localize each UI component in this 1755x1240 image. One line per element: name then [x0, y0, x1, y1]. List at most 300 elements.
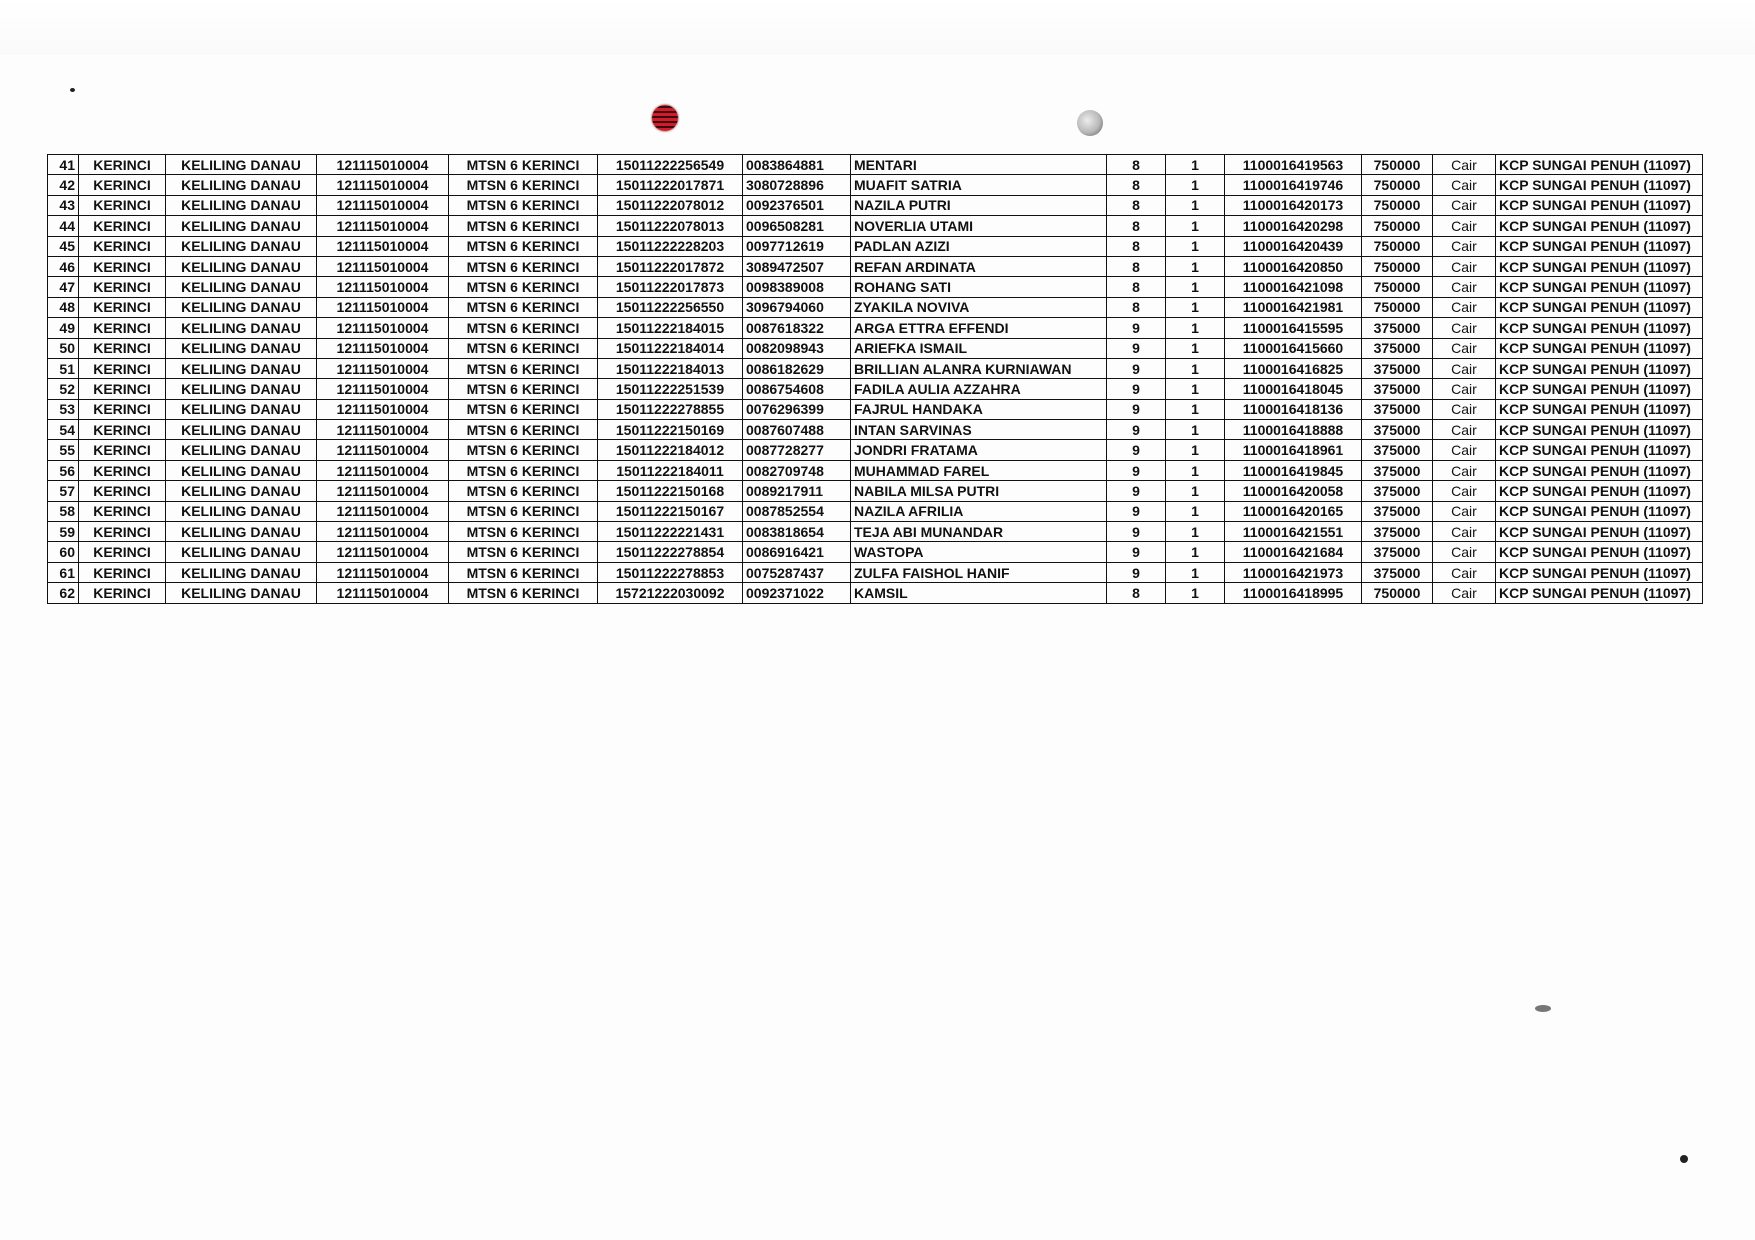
- cell-school: MTSN 6 KERINCI: [449, 195, 598, 215]
- cell-student-name: FAJRUL HANDAKA: [851, 399, 1107, 419]
- cell-kecamatan: KELILING DANAU: [166, 501, 317, 521]
- cell-stage: 1: [1166, 379, 1225, 399]
- cell-account-number: 1100016420173: [1225, 195, 1362, 215]
- cell-nisn: 0087852554: [743, 501, 851, 521]
- row-number: 57: [48, 481, 79, 501]
- row-number: 51: [48, 358, 79, 378]
- cell-account-number: 1100016418995: [1225, 583, 1362, 603]
- recipient-table-body: [48, 155, 1703, 604]
- cell-grade: 9: [1107, 440, 1166, 460]
- cell-npsn: 121115010004: [317, 175, 449, 195]
- cell-nisn: 0089217911: [743, 481, 851, 501]
- row-number: 52: [48, 379, 79, 399]
- cell-status: Cair: [1433, 256, 1496, 276]
- cell-account-number: 1100016418961: [1225, 440, 1362, 460]
- cell-npsn: 121115010004: [317, 399, 449, 419]
- cell-kecamatan: KELILING DANAU: [166, 216, 317, 236]
- cell-grade: 8: [1107, 277, 1166, 297]
- cell-status: Cair: [1433, 501, 1496, 521]
- cell-nisn: 0082709748: [743, 460, 851, 480]
- cell-grade: 8: [1107, 236, 1166, 256]
- cell-student-name: ARGA ETTRA EFFENDI: [851, 318, 1107, 338]
- cell-school: MTSN 6 KERINCI: [449, 175, 598, 195]
- cell-account-number: 1100016415660: [1225, 338, 1362, 358]
- cell-kecamatan: KELILING DANAU: [166, 358, 317, 378]
- punch-hole-right: [1077, 110, 1103, 136]
- cell-nik: 15011222278853: [598, 562, 743, 582]
- cell-grade: 8: [1107, 195, 1166, 215]
- row-number: 53: [48, 399, 79, 419]
- cell-student-name: NAZILA PUTRI: [851, 195, 1107, 215]
- cell-stage: 1: [1166, 420, 1225, 440]
- cell-kabupaten: KERINCI: [79, 542, 166, 562]
- cell-nisn: 0082098943: [743, 338, 851, 358]
- cell-bank-branch: KCP SUNGAI PENUH (11097): [1496, 175, 1703, 195]
- cell-kecamatan: KELILING DANAU: [166, 379, 317, 399]
- cell-npsn: 121115010004: [317, 318, 449, 338]
- cell-amount: 375000: [1362, 562, 1433, 582]
- cell-student-name: PADLAN AZIZI: [851, 236, 1107, 256]
- cell-npsn: 121115010004: [317, 420, 449, 440]
- table-row: [48, 420, 1703, 440]
- cell-school: MTSN 6 KERINCI: [449, 236, 598, 256]
- cell-nik: 15011222184015: [598, 318, 743, 338]
- table-row: [48, 256, 1703, 276]
- cell-school: MTSN 6 KERINCI: [449, 379, 598, 399]
- cell-amount: 750000: [1362, 236, 1433, 256]
- cell-npsn: 121115010004: [317, 277, 449, 297]
- row-number: 44: [48, 216, 79, 236]
- cell-kecamatan: KELILING DANAU: [166, 522, 317, 542]
- cell-stage: 1: [1166, 297, 1225, 317]
- cell-bank-branch: KCP SUNGAI PENUH (11097): [1496, 297, 1703, 317]
- cell-nik: 15011222184011: [598, 460, 743, 480]
- cell-npsn: 121115010004: [317, 256, 449, 276]
- cell-status: Cair: [1433, 562, 1496, 582]
- cell-npsn: 121115010004: [317, 216, 449, 236]
- cell-amount: 375000: [1362, 379, 1433, 399]
- cell-nisn: 0086916421: [743, 542, 851, 562]
- cell-bank-branch: KCP SUNGAI PENUH (11097): [1496, 216, 1703, 236]
- cell-status: Cair: [1433, 318, 1496, 338]
- cell-account-number: 1100016421973: [1225, 562, 1362, 582]
- row-number: 47: [48, 277, 79, 297]
- cell-grade: 9: [1107, 562, 1166, 582]
- row-number: 48: [48, 297, 79, 317]
- cell-grade: 8: [1107, 155, 1166, 175]
- cell-kecamatan: KELILING DANAU: [166, 256, 317, 276]
- cell-npsn: 121115010004: [317, 155, 449, 175]
- cell-stage: 1: [1166, 277, 1225, 297]
- cell-school: MTSN 6 KERINCI: [449, 399, 598, 419]
- row-number: 49: [48, 318, 79, 338]
- cell-kecamatan: KELILING DANAU: [166, 542, 317, 562]
- cell-kecamatan: KELILING DANAU: [166, 481, 317, 501]
- cell-amount: 375000: [1362, 481, 1433, 501]
- cell-status: Cair: [1433, 399, 1496, 419]
- table-row: [48, 216, 1703, 236]
- table-row: [48, 583, 1703, 603]
- table-row: [48, 236, 1703, 256]
- cell-amount: 375000: [1362, 420, 1433, 440]
- cell-account-number: 1100016415595: [1225, 318, 1362, 338]
- cell-npsn: 121115010004: [317, 542, 449, 562]
- cell-status: Cair: [1433, 216, 1496, 236]
- cell-amount: 375000: [1362, 338, 1433, 358]
- cell-kecamatan: KELILING DANAU: [166, 236, 317, 256]
- table-row: [48, 195, 1703, 215]
- cell-grade: 9: [1107, 358, 1166, 378]
- cell-account-number: 1100016419746: [1225, 175, 1362, 195]
- cell-stage: 1: [1166, 460, 1225, 480]
- cell-kabupaten: KERINCI: [79, 562, 166, 582]
- cell-account-number: 1100016421981: [1225, 297, 1362, 317]
- cell-grade: 8: [1107, 216, 1166, 236]
- cell-amount: 750000: [1362, 175, 1433, 195]
- cell-nisn: 0096508281: [743, 216, 851, 236]
- cell-nisn: 0087607488: [743, 420, 851, 440]
- row-number: 56: [48, 460, 79, 480]
- row-number: 58: [48, 501, 79, 521]
- cell-student-name: FADILA AULIA AZZAHRA: [851, 379, 1107, 399]
- cell-nisn: 0076296399: [743, 399, 851, 419]
- cell-kecamatan: KELILING DANAU: [166, 460, 317, 480]
- cell-account-number: 1100016420165: [1225, 501, 1362, 521]
- cell-student-name: BRILLIAN ALANRA KURNIAWAN: [851, 358, 1107, 378]
- table-row: [48, 277, 1703, 297]
- cell-npsn: 121115010004: [317, 562, 449, 582]
- row-number: 62: [48, 583, 79, 603]
- cell-bank-branch: KCP SUNGAI PENUH (11097): [1496, 277, 1703, 297]
- cell-kecamatan: KELILING DANAU: [166, 338, 317, 358]
- cell-bank-branch: KCP SUNGAI PENUH (11097): [1496, 195, 1703, 215]
- scan-speck: [1680, 1155, 1688, 1163]
- cell-kecamatan: KELILING DANAU: [166, 277, 317, 297]
- cell-kabupaten: KERINCI: [79, 420, 166, 440]
- cell-nisn: 0092376501: [743, 195, 851, 215]
- cell-nisn: 3096794060: [743, 297, 851, 317]
- cell-nik: 15011222017871: [598, 175, 743, 195]
- cell-stage: 1: [1166, 338, 1225, 358]
- cell-kabupaten: KERINCI: [79, 318, 166, 338]
- cell-nisn: 0092371022: [743, 583, 851, 603]
- cell-school: MTSN 6 KERINCI: [449, 501, 598, 521]
- cell-school: MTSN 6 KERINCI: [449, 338, 598, 358]
- cell-school: MTSN 6 KERINCI: [449, 318, 598, 338]
- cell-npsn: 121115010004: [317, 379, 449, 399]
- cell-stage: 1: [1166, 195, 1225, 215]
- cell-status: Cair: [1433, 522, 1496, 542]
- cell-bank-branch: KCP SUNGAI PENUH (11097): [1496, 399, 1703, 419]
- cell-amount: 375000: [1362, 522, 1433, 542]
- row-number: 45: [48, 236, 79, 256]
- row-number: 43: [48, 195, 79, 215]
- cell-school: MTSN 6 KERINCI: [449, 440, 598, 460]
- cell-student-name: NAZILA AFRILIA: [851, 501, 1107, 521]
- table-row: [48, 501, 1703, 521]
- cell-student-name: INTAN SARVINAS: [851, 420, 1107, 440]
- cell-bank-branch: KCP SUNGAI PENUH (11097): [1496, 522, 1703, 542]
- cell-kecamatan: KELILING DANAU: [166, 175, 317, 195]
- cell-status: Cair: [1433, 358, 1496, 378]
- cell-npsn: 121115010004: [317, 481, 449, 501]
- cell-school: MTSN 6 KERINCI: [449, 277, 598, 297]
- cell-nik: 15011222278855: [598, 399, 743, 419]
- cell-bank-branch: KCP SUNGAI PENUH (11097): [1496, 460, 1703, 480]
- cell-nik: 15011222184012: [598, 440, 743, 460]
- cell-nisn: 3080728896: [743, 175, 851, 195]
- cell-status: Cair: [1433, 277, 1496, 297]
- cell-nisn: 0086182629: [743, 358, 851, 378]
- cell-grade: 9: [1107, 399, 1166, 419]
- cell-npsn: 121115010004: [317, 195, 449, 215]
- cell-school: MTSN 6 KERINCI: [449, 481, 598, 501]
- cell-student-name: NABILA MILSA PUTRI: [851, 481, 1107, 501]
- cell-kecamatan: KELILING DANAU: [166, 399, 317, 419]
- cell-school: MTSN 6 KERINCI: [449, 583, 598, 603]
- cell-status: Cair: [1433, 155, 1496, 175]
- cell-student-name: WASTOPA: [851, 542, 1107, 562]
- cell-kabupaten: KERINCI: [79, 195, 166, 215]
- cell-grade: 9: [1107, 522, 1166, 542]
- cell-nisn: 0087618322: [743, 318, 851, 338]
- cell-nik: 15011222150169: [598, 420, 743, 440]
- cell-bank-branch: KCP SUNGAI PENUH (11097): [1496, 481, 1703, 501]
- table-row: [48, 379, 1703, 399]
- cell-status: Cair: [1433, 481, 1496, 501]
- row-number: 59: [48, 522, 79, 542]
- cell-grade: 9: [1107, 460, 1166, 480]
- cell-school: MTSN 6 KERINCI: [449, 358, 598, 378]
- cell-amount: 375000: [1362, 501, 1433, 521]
- cell-amount: 375000: [1362, 399, 1433, 419]
- cell-npsn: 121115010004: [317, 338, 449, 358]
- cell-npsn: 121115010004: [317, 460, 449, 480]
- cell-kabupaten: KERINCI: [79, 297, 166, 317]
- cell-account-number: 1100016420298: [1225, 216, 1362, 236]
- cell-account-number: 1100016421684: [1225, 542, 1362, 562]
- cell-student-name: MENTARI: [851, 155, 1107, 175]
- cell-amount: 750000: [1362, 256, 1433, 276]
- cell-status: Cair: [1433, 460, 1496, 480]
- cell-stage: 1: [1166, 155, 1225, 175]
- cell-grade: 9: [1107, 501, 1166, 521]
- cell-student-name: REFAN ARDINATA: [851, 256, 1107, 276]
- cell-kabupaten: KERINCI: [79, 338, 166, 358]
- cell-grade: 8: [1107, 256, 1166, 276]
- cell-school: MTSN 6 KERINCI: [449, 297, 598, 317]
- cell-kabupaten: KERINCI: [79, 155, 166, 175]
- cell-kecamatan: KELILING DANAU: [166, 562, 317, 582]
- cell-stage: 1: [1166, 318, 1225, 338]
- cell-kabupaten: KERINCI: [79, 460, 166, 480]
- cell-kecamatan: KELILING DANAU: [166, 195, 317, 215]
- cell-status: Cair: [1433, 420, 1496, 440]
- scan-smudge: [1535, 1005, 1551, 1012]
- row-number: 55: [48, 440, 79, 460]
- cell-status: Cair: [1433, 542, 1496, 562]
- cell-kabupaten: KERINCI: [79, 277, 166, 297]
- cell-kabupaten: KERINCI: [79, 175, 166, 195]
- cell-school: MTSN 6 KERINCI: [449, 460, 598, 480]
- row-number: 46: [48, 256, 79, 276]
- punch-hole-left: [652, 105, 678, 131]
- cell-student-name: KAMSIL: [851, 583, 1107, 603]
- cell-amount: 750000: [1362, 583, 1433, 603]
- table-row: [48, 318, 1703, 338]
- table-row: [48, 338, 1703, 358]
- cell-school: MTSN 6 KERINCI: [449, 522, 598, 542]
- table-row: [48, 399, 1703, 419]
- cell-status: Cair: [1433, 338, 1496, 358]
- table-row: [48, 562, 1703, 582]
- cell-kecamatan: KELILING DANAU: [166, 318, 317, 338]
- cell-school: MTSN 6 KERINCI: [449, 256, 598, 276]
- table-row: [48, 358, 1703, 378]
- cell-npsn: 121115010004: [317, 440, 449, 460]
- cell-bank-branch: KCP SUNGAI PENUH (11097): [1496, 501, 1703, 521]
- cell-npsn: 121115010004: [317, 358, 449, 378]
- cell-kecamatan: KELILING DANAU: [166, 155, 317, 175]
- row-number: 54: [48, 420, 79, 440]
- cell-kabupaten: KERINCI: [79, 522, 166, 542]
- cell-kabupaten: KERINCI: [79, 358, 166, 378]
- cell-kecamatan: KELILING DANAU: [166, 297, 317, 317]
- cell-account-number: 1100016419563: [1225, 155, 1362, 175]
- table-row: [48, 481, 1703, 501]
- cell-student-name: JONDRI FRATAMA: [851, 440, 1107, 460]
- cell-nik: 15011222256549: [598, 155, 743, 175]
- cell-nisn: 0098389008: [743, 277, 851, 297]
- cell-amount: 375000: [1362, 318, 1433, 338]
- cell-stage: 1: [1166, 256, 1225, 276]
- cell-grade: 9: [1107, 338, 1166, 358]
- cell-npsn: 121115010004: [317, 522, 449, 542]
- cell-amount: 750000: [1362, 297, 1433, 317]
- cell-nisn: 0083818654: [743, 522, 851, 542]
- cell-stage: 1: [1166, 481, 1225, 501]
- cell-nik: 15011222184014: [598, 338, 743, 358]
- cell-nik: 15011222256550: [598, 297, 743, 317]
- cell-student-name: TEJA ABI MUNANDAR: [851, 522, 1107, 542]
- cell-school: MTSN 6 KERINCI: [449, 155, 598, 175]
- cell-kecamatan: KELILING DANAU: [166, 440, 317, 460]
- cell-stage: 1: [1166, 399, 1225, 419]
- cell-account-number: 1100016418888: [1225, 420, 1362, 440]
- cell-npsn: 121115010004: [317, 297, 449, 317]
- row-number: 41: [48, 155, 79, 175]
- cell-amount: 750000: [1362, 195, 1433, 215]
- cell-nisn: 0087728277: [743, 440, 851, 460]
- cell-nik: 15011222228203: [598, 236, 743, 256]
- cell-school: MTSN 6 KERINCI: [449, 216, 598, 236]
- cell-nik: 15011222221431: [598, 522, 743, 542]
- cell-kabupaten: KERINCI: [79, 256, 166, 276]
- cell-grade: 9: [1107, 420, 1166, 440]
- row-number: 60: [48, 542, 79, 562]
- cell-status: Cair: [1433, 379, 1496, 399]
- cell-student-name: NOVERLIA UTAMI: [851, 216, 1107, 236]
- cell-account-number: 1100016418045: [1225, 379, 1362, 399]
- cell-account-number: 1100016420850: [1225, 256, 1362, 276]
- cell-stage: 1: [1166, 562, 1225, 582]
- cell-account-number: 1100016420058: [1225, 481, 1362, 501]
- cell-student-name: MUAFIT SATRIA: [851, 175, 1107, 195]
- cell-grade: 9: [1107, 481, 1166, 501]
- cell-bank-branch: KCP SUNGAI PENUH (11097): [1496, 420, 1703, 440]
- cell-kabupaten: KERINCI: [79, 481, 166, 501]
- cell-bank-branch: KCP SUNGAI PENUH (11097): [1496, 542, 1703, 562]
- cell-bank-branch: KCP SUNGAI PENUH (11097): [1496, 338, 1703, 358]
- cell-student-name: ZULFA FAISHOL HANIF: [851, 562, 1107, 582]
- cell-bank-branch: KCP SUNGAI PENUH (11097): [1496, 358, 1703, 378]
- page-top-edge: [0, 0, 1755, 55]
- cell-status: Cair: [1433, 583, 1496, 603]
- cell-grade: 8: [1107, 583, 1166, 603]
- cell-kabupaten: KERINCI: [79, 440, 166, 460]
- cell-kabupaten: KERINCI: [79, 583, 166, 603]
- cell-nik: 15011222184013: [598, 358, 743, 378]
- cell-bank-branch: KCP SUNGAI PENUH (11097): [1496, 256, 1703, 276]
- cell-nik: 15011222251539: [598, 379, 743, 399]
- cell-kabupaten: KERINCI: [79, 216, 166, 236]
- cell-bank-branch: KCP SUNGAI PENUH (11097): [1496, 562, 1703, 582]
- cell-nik: 15011222150167: [598, 501, 743, 521]
- cell-student-name: ROHANG SATI: [851, 277, 1107, 297]
- cell-account-number: 1100016421098: [1225, 277, 1362, 297]
- row-number: 61: [48, 562, 79, 582]
- table-row: [48, 542, 1703, 562]
- cell-amount: 750000: [1362, 216, 1433, 236]
- cell-account-number: 1100016419845: [1225, 460, 1362, 480]
- cell-npsn: 121115010004: [317, 501, 449, 521]
- cell-status: Cair: [1433, 297, 1496, 317]
- cell-nisn: 0083864881: [743, 155, 851, 175]
- cell-nik: 15011222150168: [598, 481, 743, 501]
- cell-stage: 1: [1166, 501, 1225, 521]
- cell-status: Cair: [1433, 440, 1496, 460]
- cell-kecamatan: KELILING DANAU: [166, 583, 317, 603]
- cell-student-name: MUHAMMAD FAREL: [851, 460, 1107, 480]
- row-number: 50: [48, 338, 79, 358]
- cell-account-number: 1100016421551: [1225, 522, 1362, 542]
- cell-kabupaten: KERINCI: [79, 501, 166, 521]
- cell-student-name: ARIEFKA ISMAIL: [851, 338, 1107, 358]
- table-row: [48, 175, 1703, 195]
- cell-nisn: 0097712619: [743, 236, 851, 256]
- cell-stage: 1: [1166, 542, 1225, 562]
- row-number: 42: [48, 175, 79, 195]
- cell-kabupaten: KERINCI: [79, 379, 166, 399]
- cell-school: MTSN 6 KERINCI: [449, 562, 598, 582]
- cell-bank-branch: KCP SUNGAI PENUH (11097): [1496, 379, 1703, 399]
- cell-amount: 750000: [1362, 155, 1433, 175]
- cell-school: MTSN 6 KERINCI: [449, 420, 598, 440]
- cell-bank-branch: KCP SUNGAI PENUH (11097): [1496, 236, 1703, 256]
- recipient-table: [47, 154, 1703, 604]
- cell-npsn: 121115010004: [317, 583, 449, 603]
- cell-account-number: 1100016420439: [1225, 236, 1362, 256]
- cell-amount: 375000: [1362, 358, 1433, 378]
- cell-school: MTSN 6 KERINCI: [449, 542, 598, 562]
- cell-amount: 750000: [1362, 277, 1433, 297]
- table-row: [48, 460, 1703, 480]
- cell-nisn: 3089472507: [743, 256, 851, 276]
- cell-grade: 9: [1107, 542, 1166, 562]
- cell-stage: 1: [1166, 236, 1225, 256]
- cell-bank-branch: KCP SUNGAI PENUH (11097): [1496, 440, 1703, 460]
- cell-stage: 1: [1166, 175, 1225, 195]
